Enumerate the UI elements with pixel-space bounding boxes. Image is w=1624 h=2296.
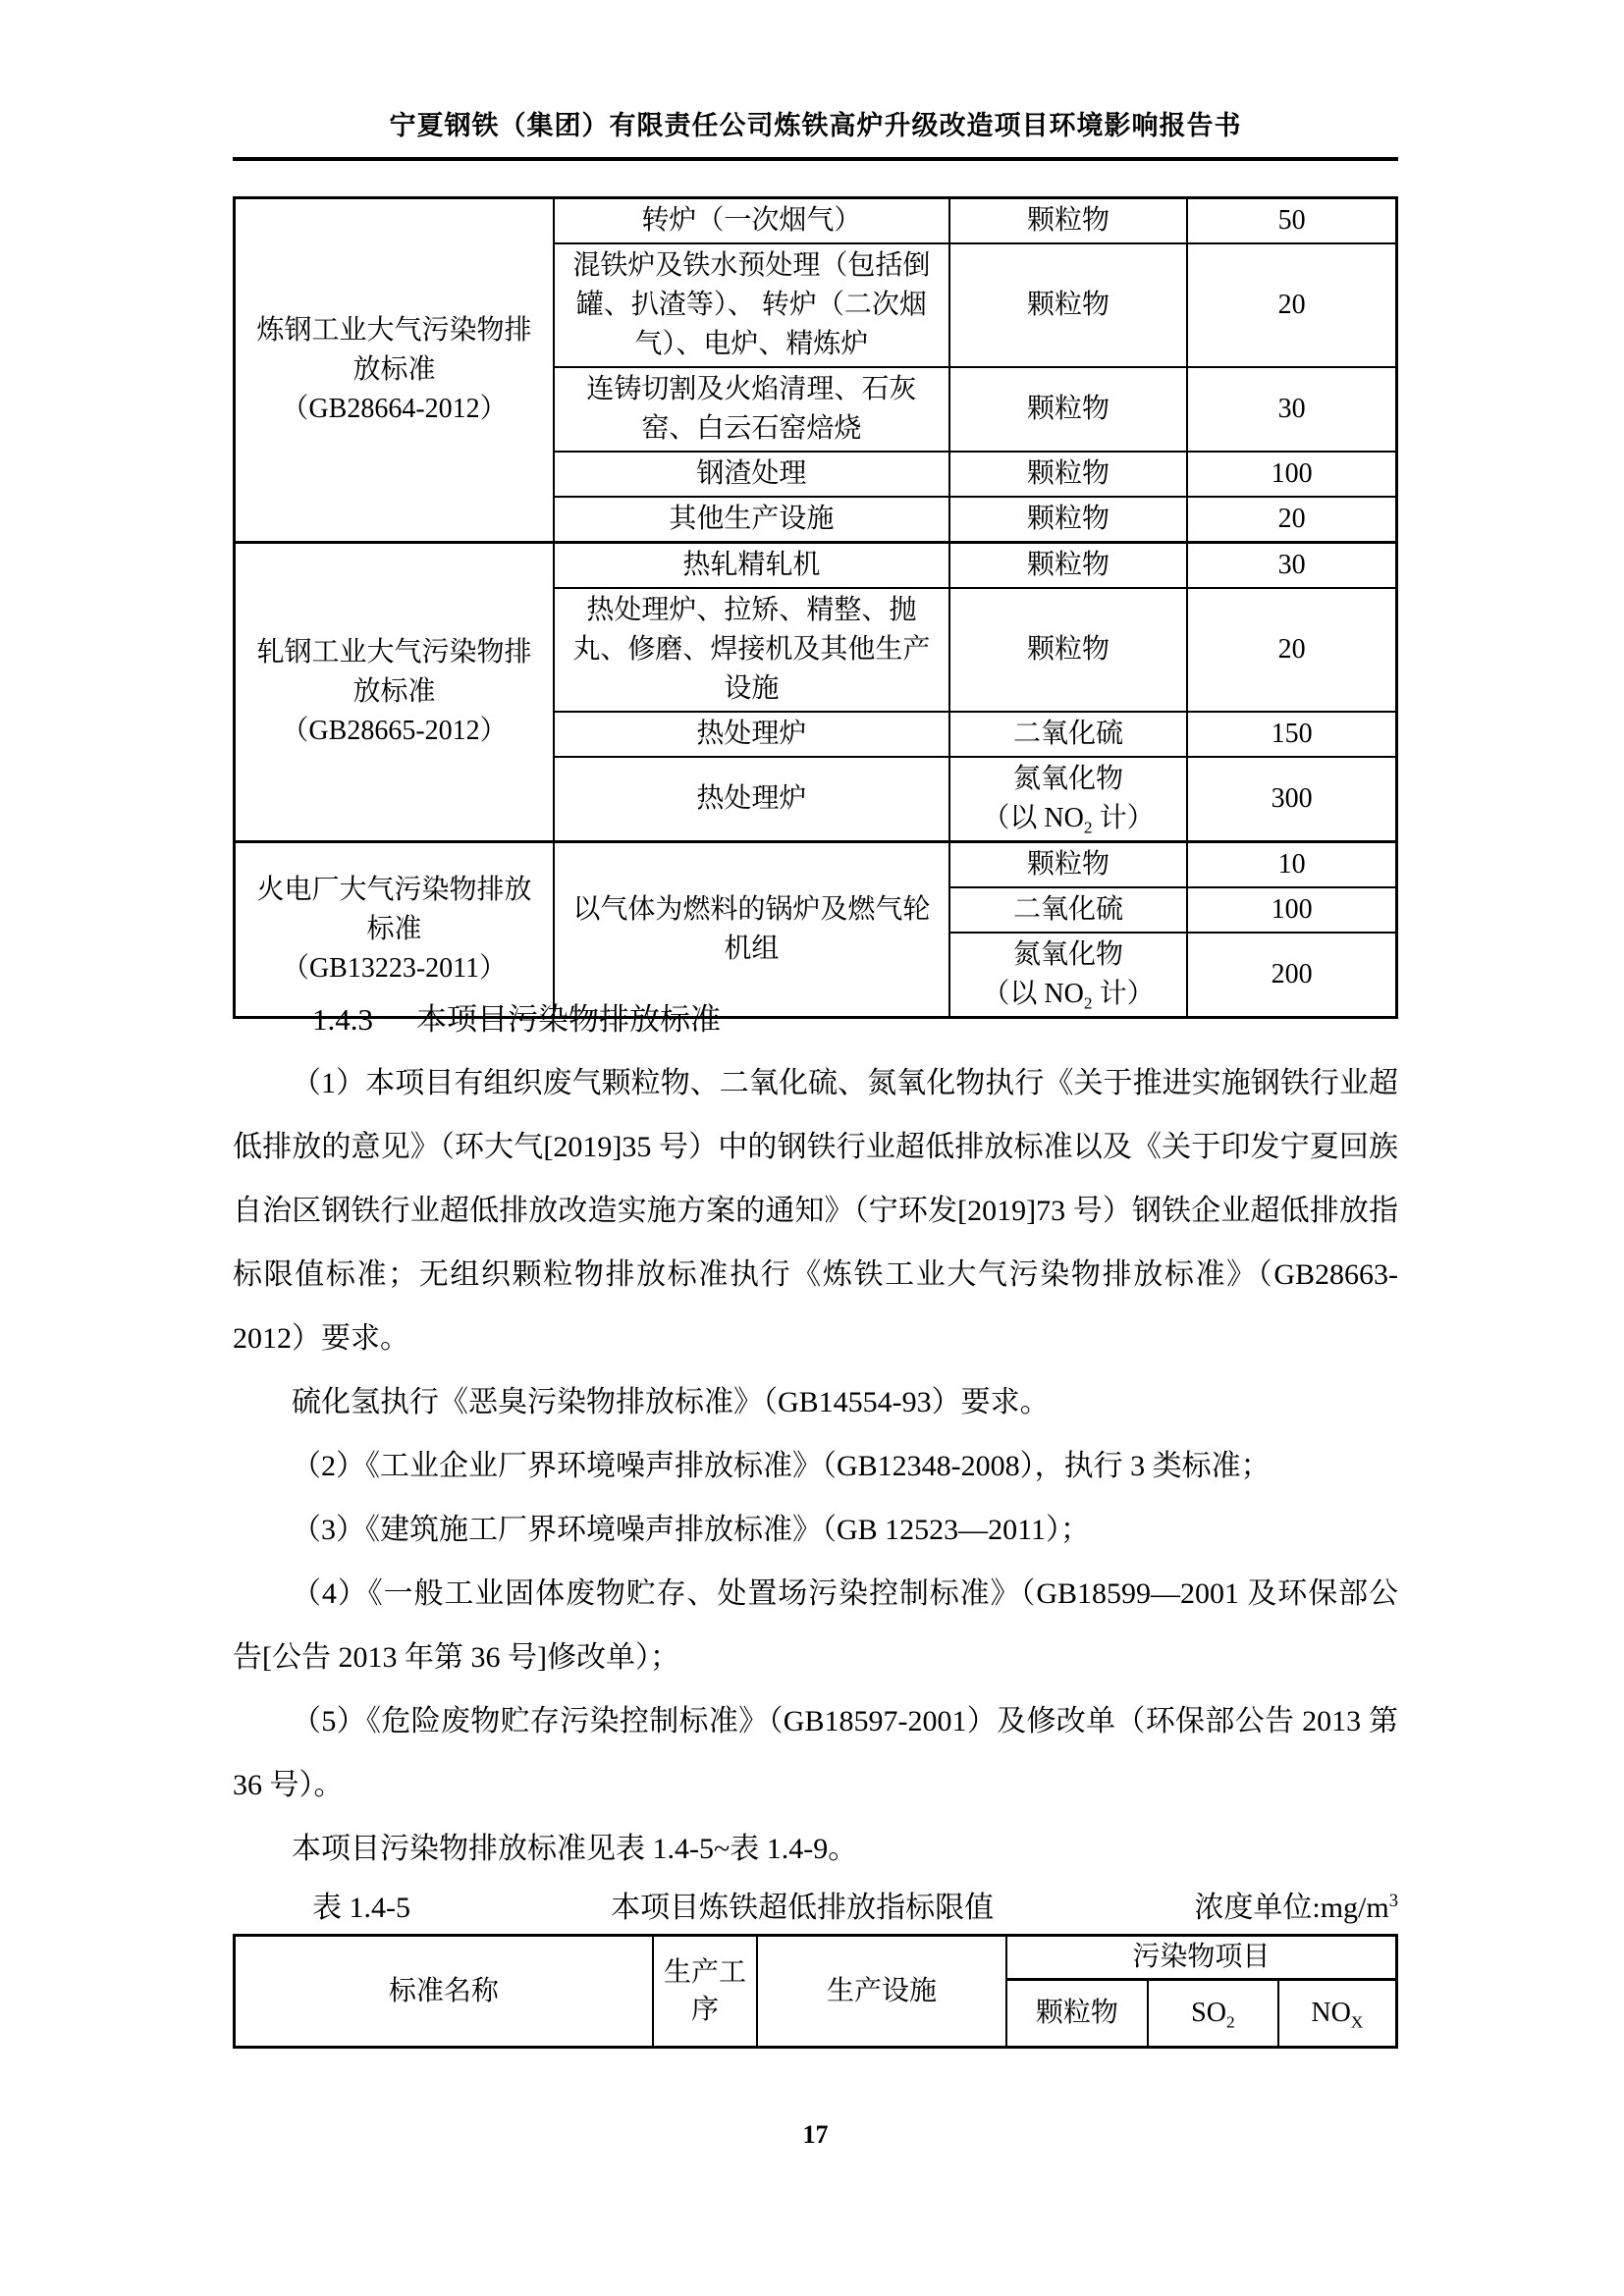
limit-cell: 100 — [1187, 452, 1396, 497]
pollutant-cell — [949, 757, 1188, 842]
pollutant-basis: （以 NO — [982, 803, 1084, 833]
column-header-facility: 生产设施 — [757, 1936, 1005, 2048]
limit-cell: 100 — [1187, 887, 1396, 933]
pollutant-name: 氮氧化物 — [1012, 764, 1123, 794]
section-1-4-3 — [233, 988, 1398, 1881]
paragraph: （1）本项目有组织废气颗粒物、二氧化硫、氮氧化物执行《关于推进实施钢铁行业超低排放的意见》（环大气[2019]35 号）中的钢铁行业超低排放标准以及《关于印发宁夏回族自治区钢铁行业超低排放改造实施方案的通知》（宁环发[2019]73 号）钢铁企业超低排放指标限值标准；无组织颗粒物排放标准执行《炼铁工业大气污染物排放标准》（GB28663-2012）要求。 — [233, 1067, 1398, 1355]
pollutant-cell: 二氧化硫 — [949, 887, 1188, 933]
nox-subscript: X — [1350, 2012, 1364, 2032]
pollutant-subscript: 2 — [1083, 818, 1093, 837]
table-caption-unit — [1194, 1887, 1398, 1930]
facility-cell: 转炉（一次烟气） — [554, 198, 949, 244]
document-header-title: 宁夏钢铁（集团）有限责任公司炼铁高炉升级改造项目环境影响报告书 — [389, 111, 1242, 140]
unit-superscript: 3 — [1388, 1891, 1398, 1911]
standard-code: （GB28665-2012） — [281, 716, 508, 746]
emission-standards-table — [233, 196, 1398, 1019]
section-heading — [312, 988, 1398, 1051]
standard-name: 炼钢工业大气污染物排放标准 — [256, 315, 532, 385]
pollutant-cell: 颗粒物 — [949, 543, 1188, 589]
pollutant-cell: 颗粒物 — [949, 452, 1188, 497]
pollutant-basis: （以 NO — [982, 979, 1084, 1009]
paragraph: 本项目污染物排放标准见表 1.4-5~表 1.4-9。 — [292, 1833, 858, 1865]
table-caption-title: 本项目炼铁超低排放指标限值 — [611, 1892, 995, 1924]
facility-cell: 混铁炉及铁水预处理（包括倒罐、扒渣等）、 转炉（二次烟气）、电炉、精炼炉 — [554, 243, 949, 367]
standard-code: （GB28664-2012） — [281, 394, 508, 424]
table-row — [235, 198, 1397, 244]
paragraph: （5）《危险废物贮存污染控制标准》（GB18597-2001）及修改单（环保部公告 2013 第 36 号）。 — [233, 1705, 1398, 1801]
standard-name: 轧钢工业大气污染物排放标准 — [256, 637, 532, 707]
paragraph: （2）《工业企业厂界环境噪声排放标准》（GB12348-2008），执行 3 类标准； — [292, 1450, 1271, 1482]
facility-cell: 以气体为燃料的锅炉及燃气轮机组 — [554, 842, 949, 1018]
unit-text: 浓度单位:mg/m — [1194, 1892, 1389, 1924]
pollutant-cell: 颗粒物 — [949, 842, 1188, 888]
facility-cell: 其他生产设施 — [554, 497, 949, 543]
facility-cell: 连铸切割及火焰清理、石灰窑、白云石窑焙烧 — [554, 367, 949, 452]
pollutant-name: 氮氧化物 — [1012, 939, 1123, 970]
header-rule — [233, 157, 1398, 161]
table-caption-label: 表 1.4-5 — [312, 1892, 410, 1924]
standard-group-cell — [235, 543, 555, 842]
table-caption — [233, 1887, 1398, 1930]
pollutant-cell: 二氧化硫 — [949, 712, 1188, 757]
limit-cell: 20 — [1187, 588, 1396, 712]
pollutant-cell: 颗粒物 — [949, 588, 1188, 712]
so2-text: SO — [1191, 1998, 1226, 2028]
nox-text: NO — [1311, 1998, 1351, 2028]
pollutant-basis-end: 计） — [1092, 979, 1155, 1009]
so2-subscript: 2 — [1225, 2012, 1235, 2032]
table-header-row — [235, 1936, 1397, 1980]
facility-cell: 钢渣处理 — [554, 452, 949, 497]
pollutant-cell: 颗粒物 — [949, 497, 1188, 543]
column-header-pollutants: 污染物项目 — [1006, 1936, 1397, 1980]
column-header-process: 生产工序 — [653, 1936, 758, 2048]
limit-cell: 50 — [1187, 198, 1396, 244]
paragraph: 硫化氢执行《恶臭污染物排放标准》（GB14554-93）要求。 — [292, 1386, 1050, 1418]
limit-cell: 300 — [1187, 757, 1396, 842]
page-number: 17 — [802, 2120, 829, 2149]
table-row — [235, 842, 1397, 888]
facility-cell: 热处理炉 — [554, 712, 949, 757]
limit-cell: 200 — [1187, 933, 1396, 1018]
facility-cell: 热处理炉、拉矫、精整、抛丸、修磨、焊接机及其他生产设施 — [554, 588, 949, 712]
standard-name: 火电厂大气污染物排放标准 — [256, 875, 532, 944]
facility-cell: 热处理炉 — [554, 757, 949, 842]
limit-cell: 150 — [1187, 712, 1396, 757]
section-heading-title: 本项目污染物排放标准 — [416, 1002, 721, 1037]
limit-cell: 30 — [1187, 367, 1396, 452]
paragraph: （3）《建筑施工厂界环境噪声排放标准》（GB 12523—2011）； — [292, 1514, 1091, 1546]
standard-group-cell — [235, 198, 555, 543]
table-1-4-5-block — [233, 1887, 1398, 2049]
section-heading-number: 1.4.3 — [312, 1002, 373, 1037]
limit-cell: 20 — [1187, 497, 1396, 543]
pollutant-basis-end: 计） — [1092, 803, 1155, 833]
column-header-so2 — [1148, 1980, 1278, 2048]
pollutant-cell: 颗粒物 — [949, 198, 1188, 244]
table-row — [235, 543, 1397, 589]
facility-cell: 热轧精轧机 — [554, 543, 949, 589]
column-header-nox — [1278, 1980, 1397, 2048]
limit-cell: 30 — [1187, 543, 1396, 589]
column-header-pm: 颗粒物 — [1006, 1980, 1148, 2048]
paragraph: （4）《一般工业固体废物贮存、处置场污染控制标准》（GB18599—2001 及环保部公告[公告 2013 年第 36 号]修改单）； — [233, 1577, 1398, 1674]
limit-cell: 20 — [1187, 243, 1396, 367]
pollutant-subscript: 2 — [1083, 993, 1093, 1013]
standard-code: （GB13223-2011） — [281, 953, 508, 984]
pollutant-cell: 颗粒物 — [949, 243, 1188, 367]
ultra-low-emission-table — [233, 1934, 1398, 2049]
pollutant-cell: 颗粒物 — [949, 367, 1188, 452]
limit-cell: 10 — [1187, 842, 1396, 888]
column-header-standard: 标准名称 — [235, 1936, 653, 2048]
